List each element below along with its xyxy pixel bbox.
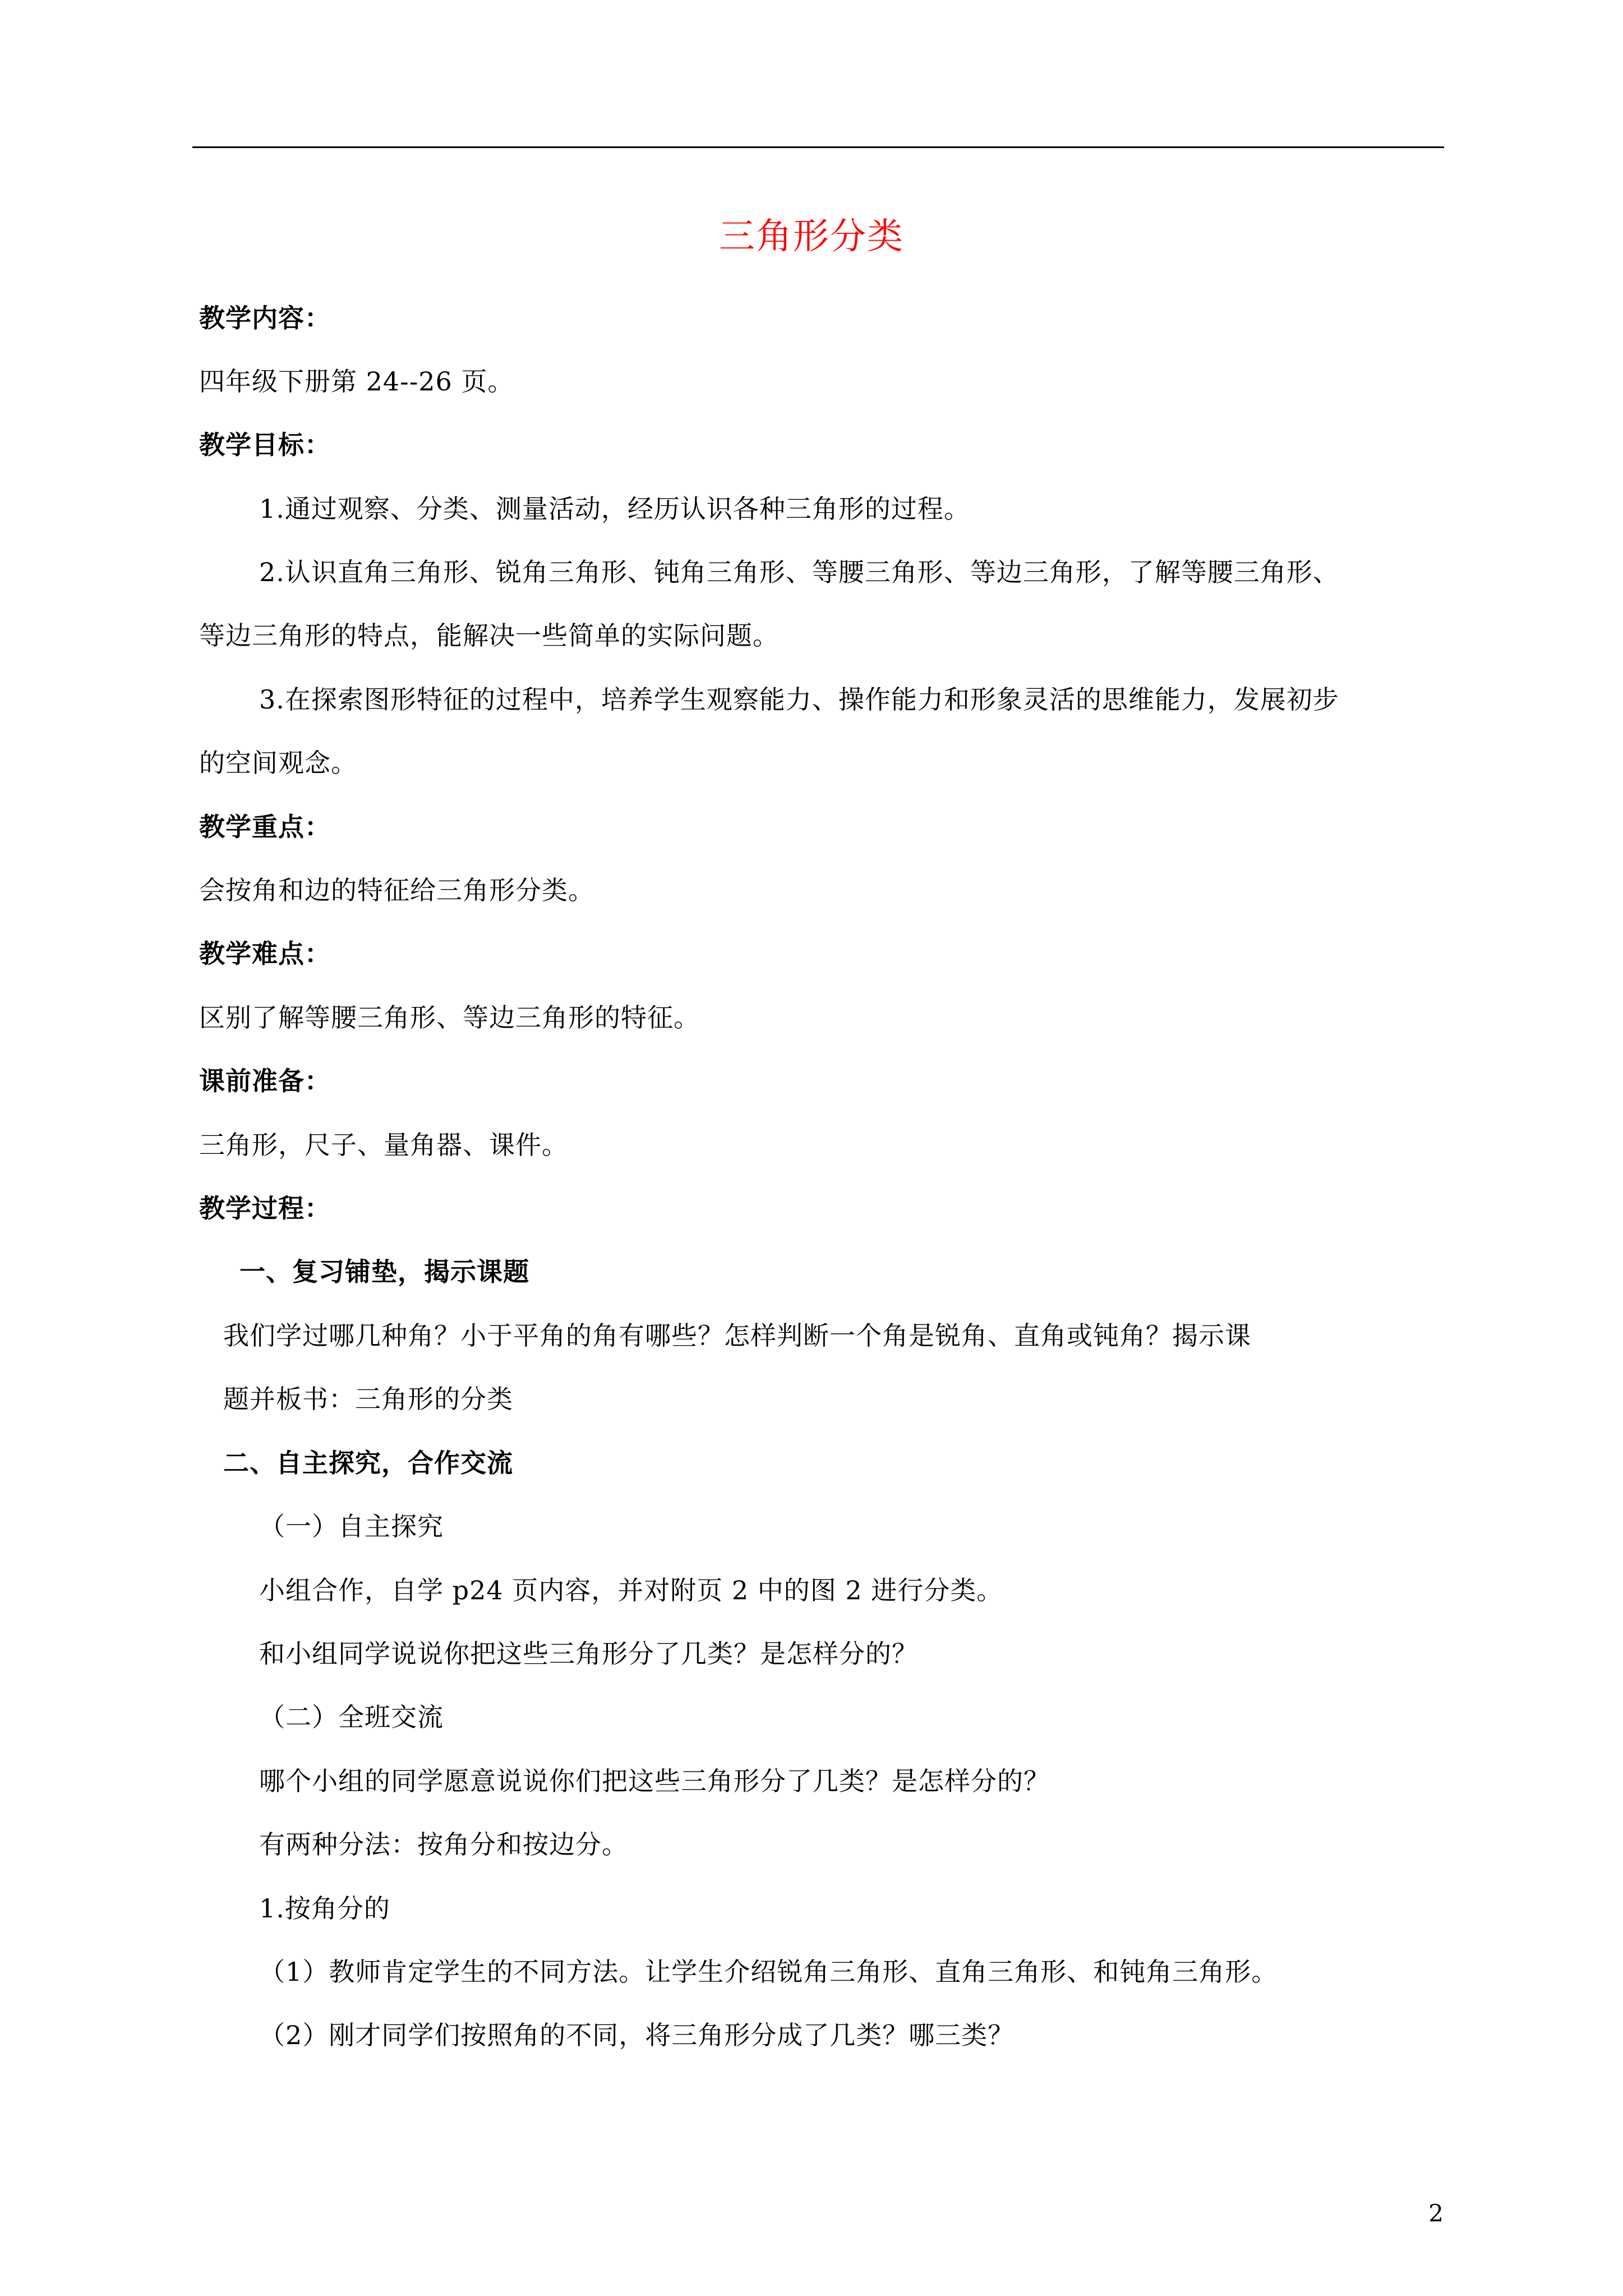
paragraph-line: （2）刚才同学们按照角的不同，将三角形分成了几类？哪三类？ (259, 2020, 1015, 2050)
page-number: 2 (1428, 2200, 1444, 2227)
paragraph-line: 等边三角形的特点，能解决一些简单的实际问题。 (199, 620, 779, 651)
subsection-heading: （二）全班交流 (259, 1702, 444, 1732)
section-heading: 二、自主探究，合作交流 (223, 1448, 513, 1478)
paragraph-line: （1）教师肯定学生的不同方法。让学生介绍锐角三角形、直角三角形、和钝角三角形。 (259, 1957, 1278, 1987)
paragraph-line: 的空间观念。 (199, 748, 357, 778)
paragraph-line: 四年级下册第 24--26 页。 (199, 366, 514, 397)
paragraph-line: 区别了解等腰三角形、等边三角形的特征。 (199, 1002, 700, 1033)
paragraph-line: 小组合作，自学 p24 页内容，并对附页 2 中的图 2 进行分类。 (259, 1575, 1003, 1605)
heading-difficulties: 教学难点： (199, 938, 331, 969)
heading-teaching-process: 教学过程： (199, 1193, 331, 1223)
paragraph-line: 3.在探索图形特征的过程中，培养学生观察能力、操作能力和形象灵活的思维能力，发展初步 (259, 684, 1339, 715)
heading-teaching-content: 教学内容： (199, 303, 331, 333)
paragraph-line: 和小组同学说说你把这些三角形分了几类？是怎样分的？ (259, 1639, 918, 1669)
document-title: 三角形分类 (719, 216, 904, 257)
paragraph-line: 1.按角分的 (259, 1893, 390, 1924)
header-rule (192, 146, 1444, 148)
heading-preparation: 课前准备： (199, 1066, 331, 1096)
paragraph-line: 会按角和边的特征给三角形分类。 (199, 875, 594, 905)
section-heading: 一、复习铺垫，揭示课题 (239, 1257, 529, 1287)
paragraph-line: 哪个小组的同学愿意说说你们把这些三角形分了几类？是怎样分的？ (259, 1766, 1050, 1796)
paragraph-line: 2.认识直角三角形、锐角三角形、钝角三角形、等腰三角形、等边三角形，了解等腰三角形、 (259, 557, 1339, 587)
paragraph-line: 我们学过哪几种角？小于平角的角有哪些？怎样判断一个角是锐角、直角或钝角？揭示课 (223, 1320, 1251, 1351)
paragraph-line: 三角形，尺子、量角器、课件。 (199, 1130, 568, 1160)
paragraph-line: 有两种分法：按角分和按边分。 (259, 1829, 628, 1860)
paragraph-line: 题并板书：三角形的分类 (223, 1384, 513, 1414)
heading-key-points: 教学重点： (199, 812, 331, 842)
heading-teaching-goals: 教学目标： (199, 430, 331, 460)
paragraph-line: 1.通过观察、分类、测量活动，经历认识各种三角形的过程。 (259, 494, 970, 524)
subsection-heading: （一）自主探究 (259, 1511, 444, 1542)
